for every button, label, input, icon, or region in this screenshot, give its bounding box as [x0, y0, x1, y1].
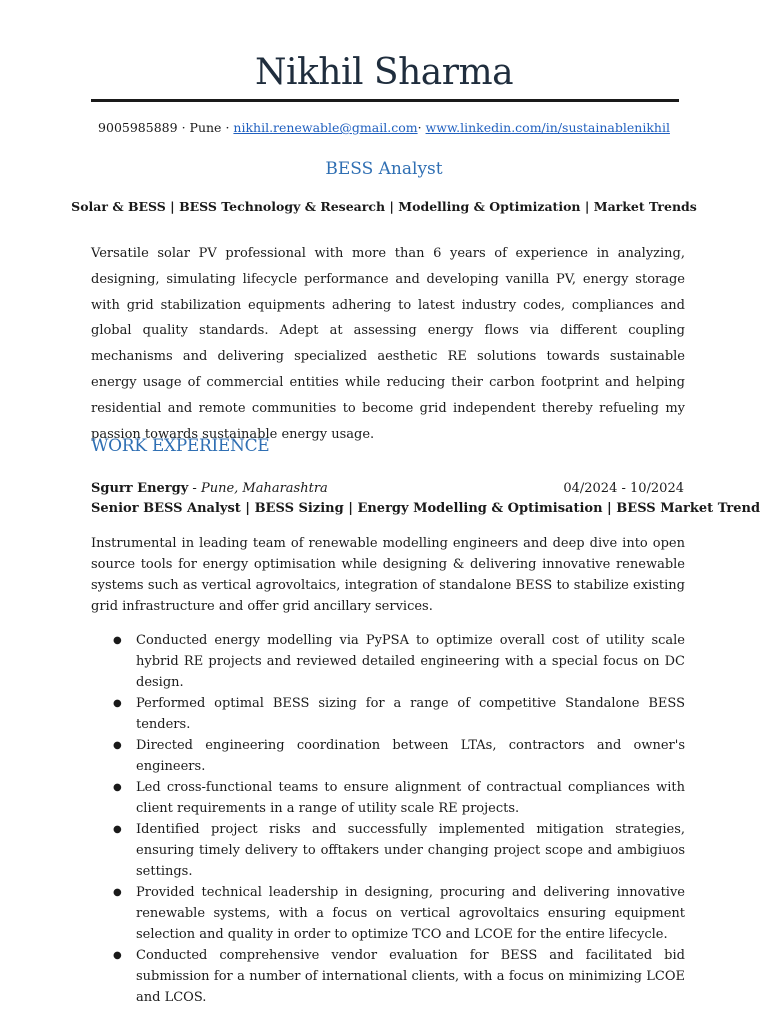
specialties-line: Solar & BESS | BESS Technology & Research | Modelling & Optimization | Market Trends: [71, 199, 697, 214]
list-item: [91, 630, 685, 693]
contact-separator: ·: [417, 120, 422, 135]
bullet-text: Directed engineering coordination between LTAs, contractors and owner's engineers.: [136, 738, 685, 774]
bullet-text: Provided technical leadership in designing, procuring and delivering innovative renewable systems, with a focus on vertical agrovoltaics ensuring equipment selection and quality in order to optimize TCO and LCOE for the entire lifecycle.: [136, 885, 685, 942]
bullet-text: Identified project risks and successfully implemented mitigation strategies, ensuring timely delivery to offtakers under changing project scope and ambigiuos settings.: [136, 822, 685, 879]
job-subtitle: Senior BESS Analyst | BESS Sizing | Energy Modelling & Optimisation | BESS Market Trend: [91, 501, 761, 516]
bullet-icon: ●: [113, 740, 122, 751]
job-bullet-list: [91, 630, 685, 1008]
list-item: [91, 777, 685, 819]
bullet-icon: ●: [113, 887, 122, 898]
list-item: [91, 693, 685, 735]
job-dates: 04/2024 - 10/2024: [563, 481, 684, 496]
contact-line: [0, 120, 768, 135]
bullet-icon: ●: [113, 950, 122, 961]
job-description: Instrumental in leading team of renewable modelling engineers and deep dive into open source tools for energy optimisation while designing & delivering innovative renewable systems such as vertical agrovoltaics, integration of standalone BESS to stabilize existing grid infrastructure and offer grid ancillary services.: [91, 536, 685, 614]
bullet-icon: ●: [113, 635, 122, 646]
candidate-name: Nikhil Sharma: [254, 52, 514, 93]
bullet-icon: ●: [113, 824, 122, 835]
list-item: [91, 819, 685, 882]
bullet-icon: ●: [113, 782, 122, 793]
job-dash: -: [188, 481, 201, 496]
bullet-text: Conducted energy modelling via PyPSA to optimize overall cost of utility scale hybrid RE projects and reviewed detailed engineering with a special focus on DC design.: [136, 633, 685, 690]
name-underline-divider: [91, 99, 679, 102]
linkedin-link[interactable]: www.linkedin.com/in/sustainablenikhil: [425, 120, 670, 135]
bullet-text: Led cross-functional teams to ensure alignment of contractual compliances with client requirements in a range of utility scale RE projects.: [136, 780, 685, 816]
job-location: Pune, Maharashtra: [200, 481, 328, 496]
work-experience-heading: WORK EXPERIENCE: [91, 436, 270, 456]
job-header: [91, 481, 684, 496]
location: Pune: [189, 120, 222, 135]
email-link[interactable]: nikhil.renewable@gmail.com: [233, 120, 418, 135]
contact-separator: ·: [225, 120, 230, 135]
contact-separator: ·: [181, 120, 186, 135]
list-item: [91, 945, 685, 1008]
bullet-text: Conducted comprehensive vendor evaluation for BESS and facilitated bid submission for a number of international clients, with a focus on minimizing LCOE and LCOS.: [136, 948, 685, 1005]
bullet-icon: ●: [113, 698, 122, 709]
job-company: Sgurr Energy: [91, 481, 189, 496]
list-item: [91, 735, 685, 777]
professional-summary: Versatile solar PV professional with more than 6 years of experience in analyzing, designing, simulating lifecycle performance and developing vanilla PV, energy storage with grid stabilization equipments adhering to latest industry codes, compliances and global quality standards. Adept at assessing energy flows via different coupling mechanisms and delivering specialized aesthetic RE solutions towards sustainable energy usage of commercial entities while reducing their carbon footprint and helping residential and remote communities to become grid independent thereby refueling my passion towards sustainable energy usage.: [91, 246, 685, 442]
phone-number: 9005985889: [98, 120, 178, 135]
list-item: [91, 882, 685, 945]
bullet-text: Performed optimal BESS sizing for a range of competitive Standalone BESS tenders.: [136, 696, 685, 732]
role-title: BESS Analyst: [325, 159, 443, 179]
